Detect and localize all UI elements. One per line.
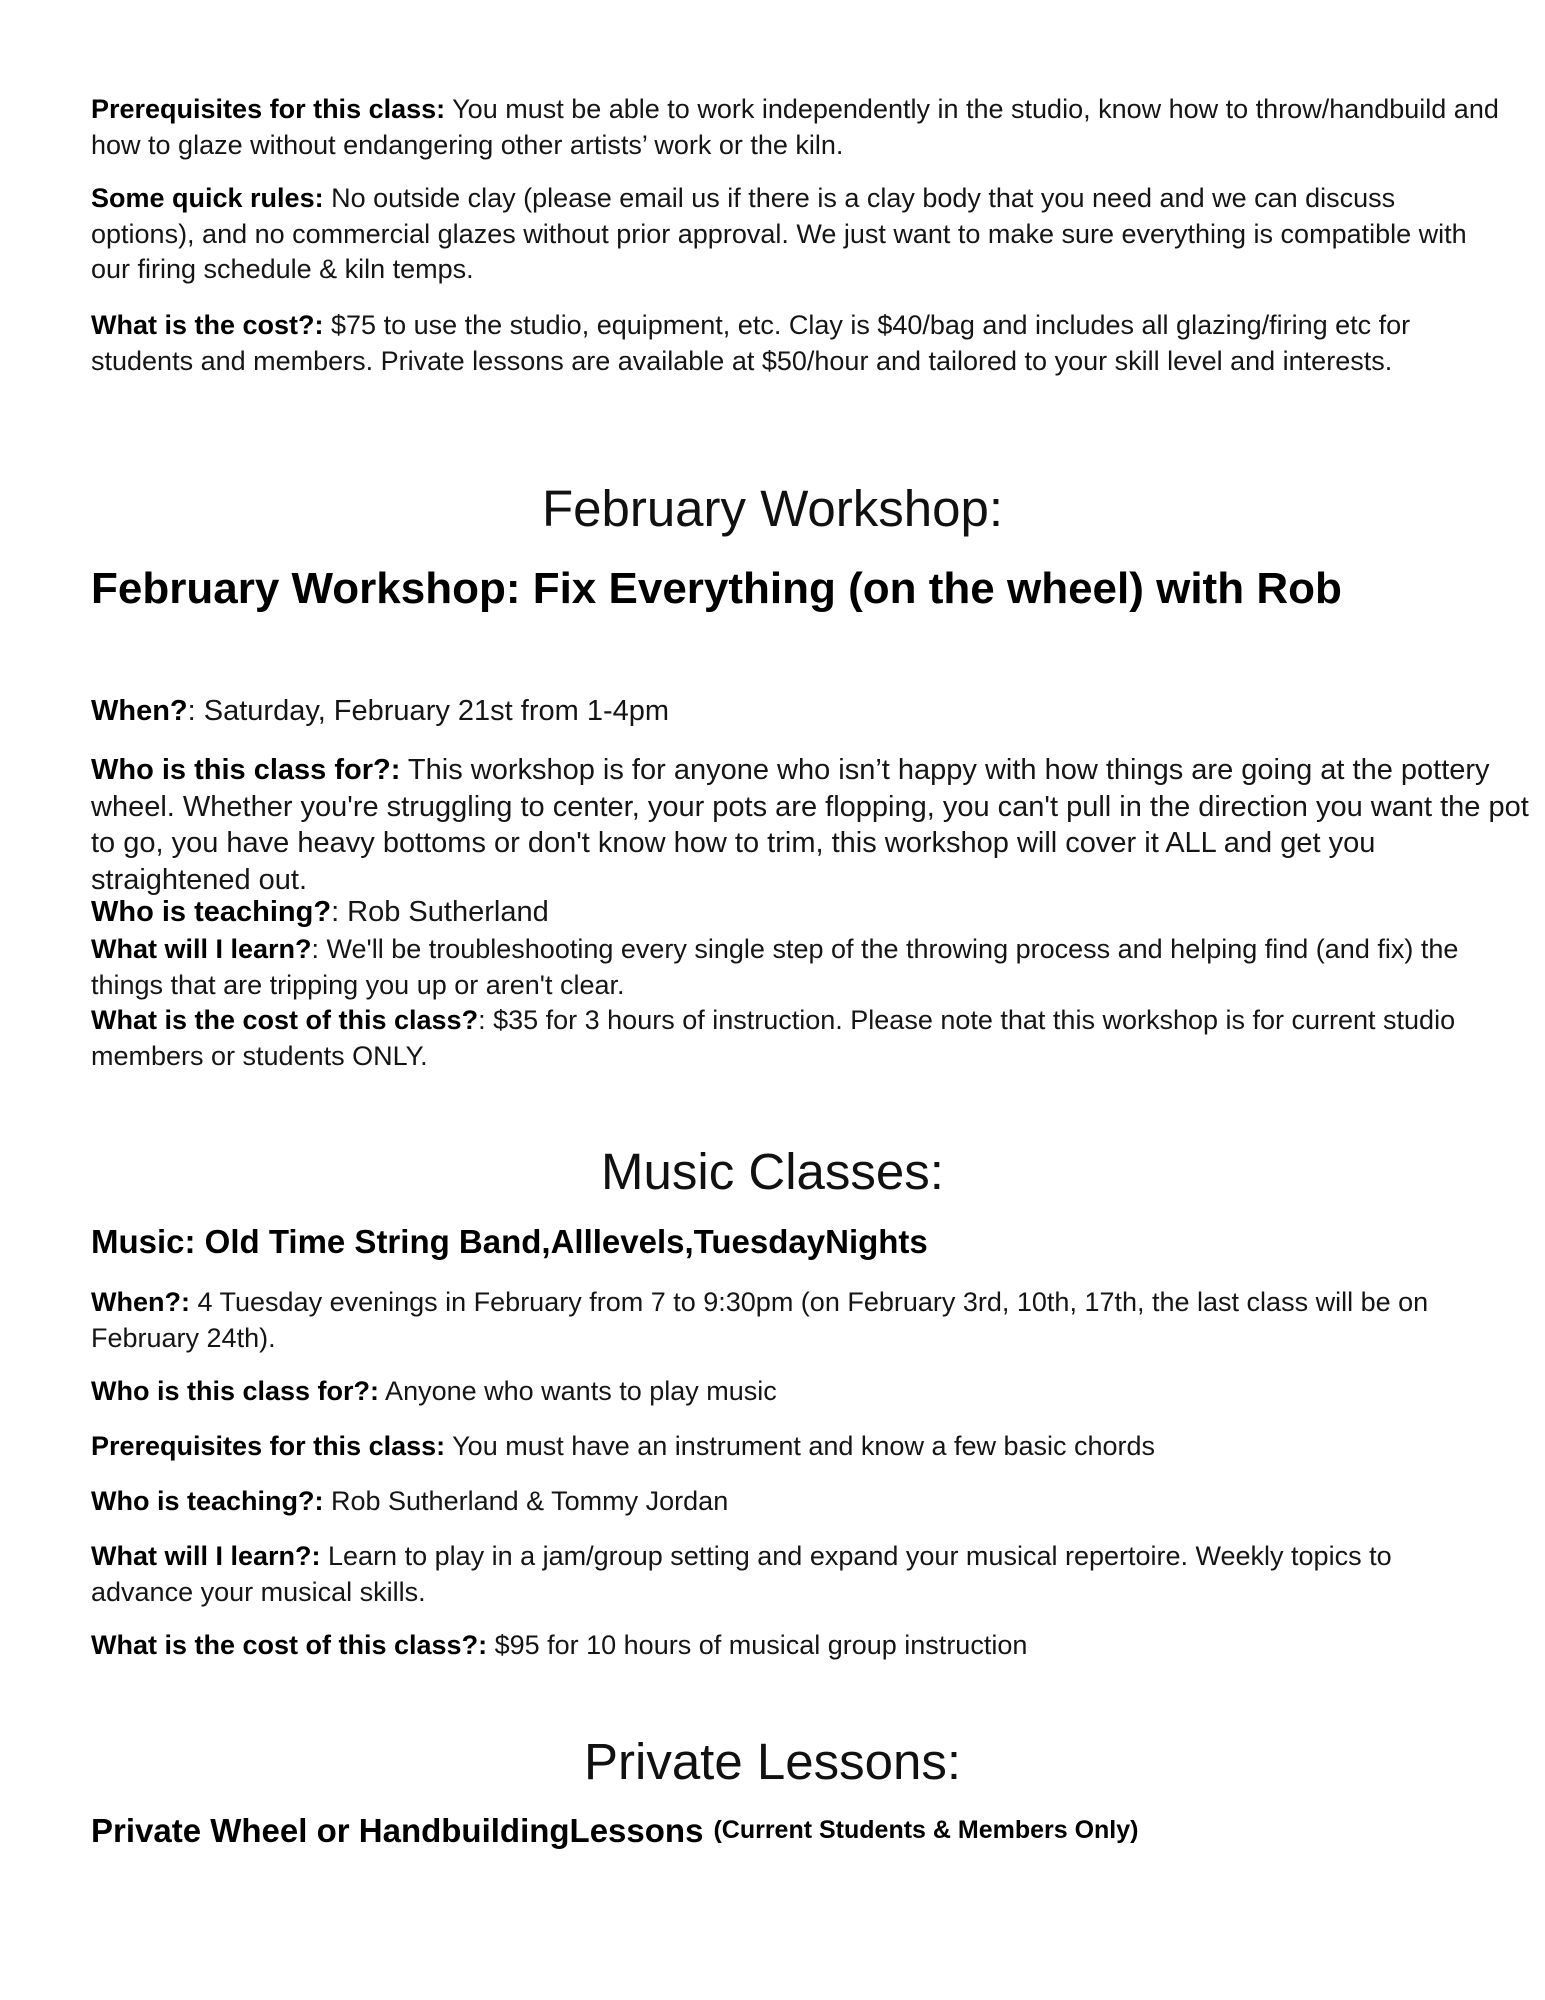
workshop-cost: [91, 1003, 1491, 1074]
music-teacher-text: Rob Sutherland & Tommy Jordan: [323, 1486, 729, 1516]
studio-prerequisites: [91, 92, 1521, 163]
music-cost: [91, 1628, 1521, 1664]
music-teacher-label: Who is teaching?:: [91, 1486, 324, 1516]
workshop-teacher-label: Who is teaching?: [91, 896, 332, 928]
music-when: [91, 1285, 1491, 1356]
studio-rules-label: Some quick rules:: [91, 183, 324, 213]
workshop-learn-label: What will I learn?: [91, 934, 312, 964]
workshop-teacher: [91, 894, 1521, 930]
music-who-for: [91, 1374, 1521, 1410]
studio-cost: [91, 308, 1481, 379]
workshop-who-for-label: Who is this class for?:: [91, 754, 401, 786]
music-learn: [91, 1539, 1481, 1610]
workshop-learn-text: : We'll be troubleshooting every single step of the throwing process and helping find (and fix) the things that are tripping you up or aren't clear.: [91, 934, 1459, 1000]
studio-cost-text: $75 to use the studio, equipment, etc. Clay is $40/bag and includes all glazing/firing etc for students and members. Private lessons are available at $50/hour and tailored to your skill level and interests.: [91, 310, 1411, 376]
music-learn-text: Learn to play in a jam/group setting and expand your musical repertoire. Weekly topics to advance your musical skills.: [91, 1541, 1392, 1607]
studio-rules: [91, 181, 1491, 288]
workshop-when-text: : Saturday, February 21st from 1-4pm: [187, 695, 670, 727]
workshop-cost-text: : $35 for 3 hours of instruction. Please note that this workshop is for current studio members or students ONLY.: [91, 1005, 1456, 1071]
private-note: (Current Students & Members Only): [713, 1816, 1139, 1844]
music-cost-text: $95 for 10 hours of musical group instruction: [487, 1630, 1028, 1660]
music-who-for-label: Who is this class for?:: [91, 1376, 380, 1406]
private-title: Private Wheel or HandbuildingLessons: [91, 1812, 704, 1849]
workshop-cost-label: What is the cost of this class?: [91, 1005, 479, 1035]
music-learn-label: What will I learn?:: [91, 1541, 321, 1571]
music-when-label: When?:: [91, 1287, 190, 1317]
music-title: Music: Old Time String Band,Alllevels,TuesdayNights: [91, 1223, 928, 1260]
studio-rules-text: No outside clay (please email us if there is a clay body that you need and we can discuss options), and no commercial glazes without prior approval. We just want to make sure everything is compatible with our firing schedule & kiln temps.: [91, 183, 1467, 284]
music-section-title: Music Classes:: [601, 1143, 944, 1200]
workshop-learn: [91, 932, 1491, 1003]
music-prereq-label: Prerequisites for this class:: [91, 1431, 446, 1461]
music-prerequisites: [91, 1429, 1521, 1465]
workshop-section-title: February Workshop:: [541, 480, 1004, 537]
workshop-title: February Workshop: Fix Everything (on the wheel) with Rob: [91, 564, 1342, 613]
music-when-text: 4 Tuesday evenings in February from 7 to 9:30pm (on February 3rd, 10th, 17th, the last class will be on February 24th).: [91, 1287, 1429, 1353]
studio-cost-label: What is the cost?:: [91, 310, 324, 340]
workshop-when-label: When?: [91, 695, 188, 727]
workshop-who-for-text: This workshop is for anyone who isn’t happy with how things are going at the pottery wheel. Whether you're struggling to center, your pots are flopping, you can't pull in the direction you want the pot to go, you have heavy bottoms or don't know how to trim, this workshop will cover it ALL and get you straightened out.: [91, 754, 1529, 896]
workshop-teacher-text: : Rob Sutherland: [331, 896, 549, 928]
studio-prereq-text: You must be able to work independently in the studio, know how to throw/handbuild and how to glaze without endangering other artists’ work or the kiln.: [91, 94, 1499, 160]
private-title-row: [91, 1810, 1511, 1851]
music-who-for-text: Anyone who wants to play music: [379, 1376, 777, 1406]
workshop-when: [91, 693, 1521, 729]
music-prereq-text: You must have an instrument and know a few basic chords: [445, 1431, 1156, 1461]
studio-prereq-label: Prerequisites for this class:: [91, 94, 446, 124]
music-cost-label: What is the cost of this class?:: [91, 1630, 488, 1660]
private-section-title: Private Lessons:: [583, 1733, 962, 1790]
workshop-who-for: [91, 752, 1531, 898]
music-teacher: [91, 1484, 1521, 1520]
